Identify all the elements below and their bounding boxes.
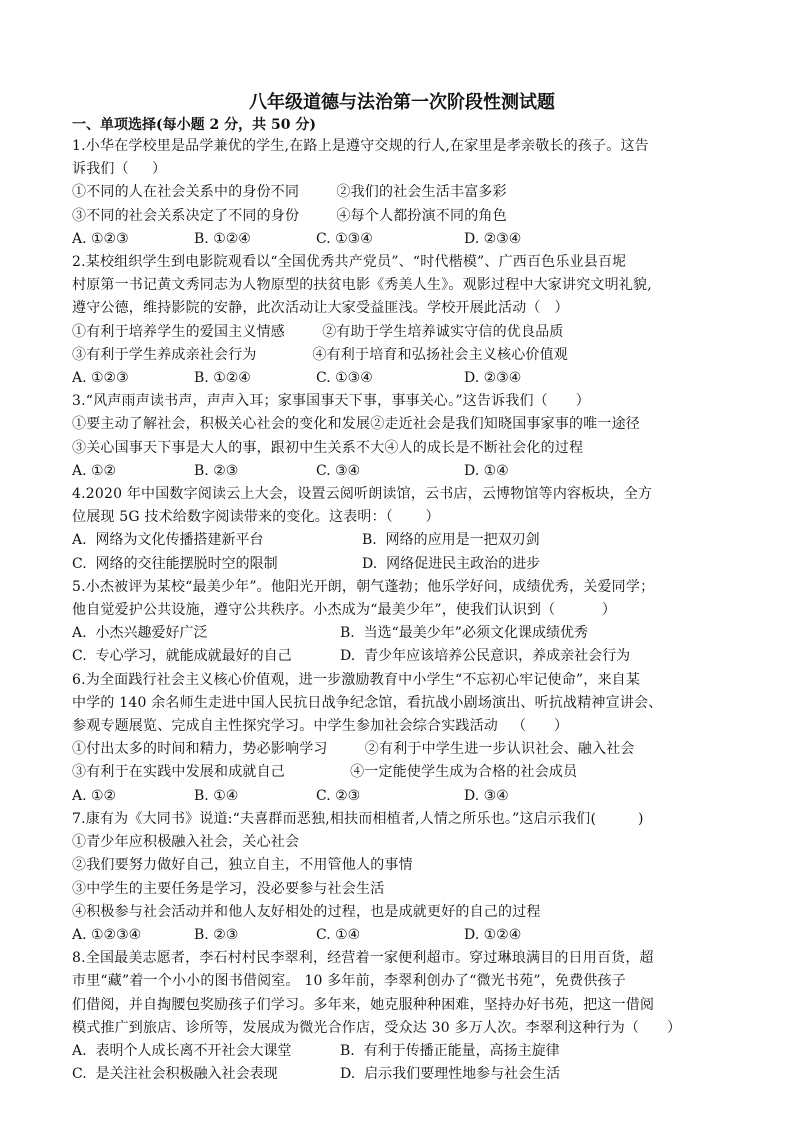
option-a: A. ①②③ [72, 230, 129, 247]
statement-line: ①不同的人在社会关系中的身份不同 ②我们的社会生活丰富多彩 [72, 184, 507, 201]
question-stem-line: 6.为全面践行社会主义核心价值观，进一步激励教育中小学生“不忘初心牢记使命”，来自某 [72, 671, 641, 688]
question-stem-line: 1.小华在学校里是品学兼优的学生,在路上是遵守交规的行人,在家里是孝亲敬长的孩子。这告 [72, 138, 649, 154]
option-c: C. ③④ [316, 462, 361, 479]
option-a: A. 网络为文化传播搭建新平台 [72, 532, 264, 549]
question-stem-line: 们借阅，并自掏腰包奖励孩子们学习。多年来，她克服种种困难，坚持办好书苑，把这一借阅 [72, 996, 655, 1013]
option-c: C. ①③④ [316, 370, 373, 387]
statement-line: ①有利于培养学生的爱国主义情感 ②有助于学生培养诚实守信的优良品质 [72, 323, 564, 340]
option-d: D. 启示我们要理性地参与社会生活 [340, 1066, 561, 1083]
option-d: D. ①②④ [464, 926, 522, 943]
answer-options [72, 460, 732, 483]
exam-title: 八年级道德与法治第一次阶段性测试题 [249, 92, 555, 113]
answer-options [72, 367, 732, 390]
question-stem-line: 8.全国最美志愿者，李石村村民李翠利，经营着一家便利超市。穿过琳琅满目的日用百货，超 [72, 950, 654, 967]
answer-options [72, 1063, 732, 1086]
statement-line: ④积极参与社会活动并和他人友好相处的过程，也是成就更好的自己的过程 [72, 903, 541, 920]
statement-line: ①要主动了解社会，积极关心社会的变化和发展②走近社会是我们知晓国事家事的唯一途径 [72, 416, 640, 433]
option-b: B. ②③ [194, 926, 239, 943]
option-d: D. 网络促进民主政治的进步 [362, 555, 541, 572]
option-c: C. ①④ [316, 926, 361, 943]
answer-options [72, 553, 732, 576]
answer-options [72, 1040, 732, 1063]
answer-options [72, 645, 732, 668]
option-d: D. ③④ [464, 787, 509, 804]
statement-line: ①付出太多的时间和精力，势必影响学习 ②有利于中学生进一步认识社会、融入社会 [72, 741, 635, 758]
option-a: A. ①②③ [72, 370, 129, 387]
answer-options [72, 785, 732, 808]
question-2 [72, 251, 732, 390]
question-stem-line: 他自觉爱护公共设施，遵守公共秩序。小杰成为“最美少年”，使我们认识到（ ） [72, 602, 617, 619]
question-stem-line: 3.“风声雨声读书声，声声入耳；家事国事天下事，事事关心。”这告诉我们（ ） [72, 393, 590, 410]
option-d: D. ②③④ [464, 230, 522, 247]
statement-line: ③中学生的主要任务是学习，没必要参与社会生活 [72, 880, 385, 897]
option-a: A. ①② [72, 462, 117, 479]
option-a: A. 小杰兴趣爱好广泛 [72, 625, 208, 642]
statement-line: ①青少年应积极融入社会，关心社会 [72, 834, 300, 851]
section-heading: 一、单项选择(每小题 2 分，共 50 分) [72, 117, 316, 133]
option-b: B. 网络的应用是一把双刃剑 [362, 532, 540, 549]
question-stem-line: 市里“藏”着一个小小的图书借阅室。 10 多年前，李翠利创办了“微光书苑”，免费供孩子 [72, 973, 626, 990]
option-c: C. 专心学习，就能成就最好的自己 [72, 648, 292, 665]
option-d: D. ②③④ [464, 370, 522, 387]
answer-options [72, 529, 732, 552]
question-stem-line: 2.某校组织学生到电影院观看以“全国优秀共产党员”、“时代楷模”、广西百色乐业县百坭 [72, 254, 627, 271]
question-7 [72, 808, 732, 947]
answer-options [72, 924, 732, 947]
question-stem-line: 中学的 140 余名师生走进中国人民抗日战争纪念馆，看抗战小剧场演出、听抗战精神宣讲会、 [72, 694, 663, 711]
question-stem-line: 位展现 5G 技术给数字阅读带来的变化。这表明：（ ） [72, 509, 440, 526]
question-stem-line: 4.2020 年中国数字阅读云上大会，设置云阅听朗读馆，云书店，云博物馆等内容板块，全方 [72, 486, 653, 503]
option-a: A. ①② [72, 787, 117, 804]
option-b: B. 当选“最美少年”必须文化课成绩优秀 [340, 625, 588, 642]
option-b: B. ①②④ [194, 230, 251, 247]
statement-line: ③关心国事天下事是大人的事，跟初中生关系不大④人的成长是不断社会化的过程 [72, 439, 584, 456]
option-d: D. 青少年应该培养公民意识，养成亲社会行为 [340, 648, 631, 665]
question-3 [72, 390, 732, 483]
question-8 [72, 947, 732, 1086]
option-c: C. ②③ [316, 787, 361, 804]
question-6 [72, 669, 732, 808]
statement-line: ③有利于在实践中发展和成就自己 ④一定能使学生成为合格的社会成员 [72, 764, 578, 781]
option-a: A. ①②③④ [72, 926, 142, 943]
exam-page [72, 92, 732, 1086]
question-stem-line: 村原第一书记黄文秀同志为人物原型的扶贫电影《秀美人生》。观影过程中大家讲究文明礼貌, [72, 277, 652, 294]
answer-options [72, 228, 732, 251]
question-stem-line: 遵守公德，维持影院的安静，此次活动让大家受益匪浅。学校开展此活动（ ） [72, 300, 569, 317]
question-5 [72, 576, 732, 669]
option-b: B. ①④ [194, 787, 239, 804]
answer-options [72, 622, 732, 645]
option-a: A. 表明个人成长离不开社会大课堂 [72, 1042, 292, 1059]
question-1 [72, 135, 732, 251]
option-b: B. ②③ [194, 462, 239, 479]
question-4 [72, 483, 732, 576]
option-b: B. ①②④ [194, 370, 251, 387]
statement-line: ③有利于学生养成亲社会行为 ④有利于培育和弘扬社会主义核心价值观 [72, 346, 569, 363]
question-stem-line: 参观专题展览、完成自主性探究学习。中学生参加社会综合实践活动 （ ） [72, 718, 569, 735]
question-stem-line: 诉我们（ ） [72, 161, 167, 178]
option-c: C. 网络的交往能摆脱时空的限制 [72, 555, 278, 572]
question-stem-line: 7.康有为《大同书》说道:“夫喜群而恶独,相扶而相植者,人情之所乐也。”这启示我们( ) [72, 810, 644, 827]
question-stem-line: 模式推广到旅店、诊所等，发展成为微光合作店，受众达 30 多万人次。李翠利这种行为（ ） [72, 1019, 682, 1036]
option-c: C. ①③④ [316, 230, 373, 247]
option-d: D. ①④ [464, 462, 509, 479]
question-stem-line: 5.小杰被评为某校“最美少年”。他阳光开朗，朝气蓬勃；他乐学好问，成绩优秀，关爱同学； [72, 578, 655, 595]
statement-line: ③不同的社会关系决定了不同的身份 ④每个人都扮演不同的角色 [72, 207, 507, 224]
statement-line: ②我们要努力做好自己，独立自主，不用管他人的事情 [72, 857, 413, 874]
option-c: C. 是关注社会积极融入社会表现 [72, 1066, 278, 1083]
option-b: B. 有利于传播正能量，高扬主旋律 [340, 1042, 560, 1059]
